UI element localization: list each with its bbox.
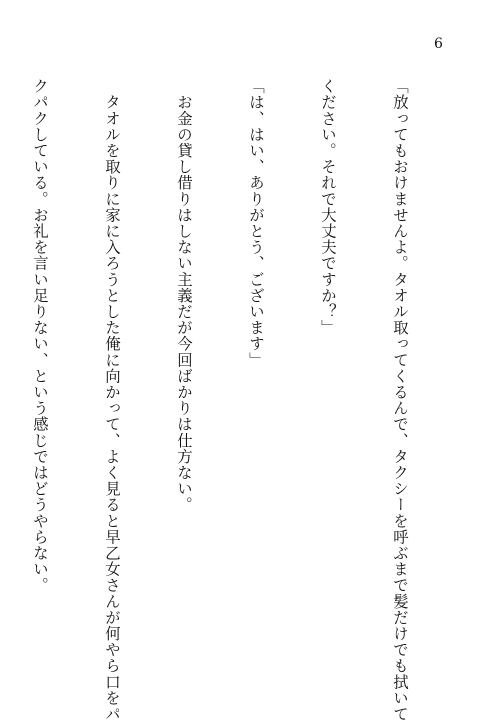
text-line: 「は、はい、ありがとう、ございます」 [247, 78, 265, 368]
text-line: タオルを取りに家に入ろうとした俺に向かって、よく見ると早乙女さんが何やら口をパ [103, 78, 121, 722]
text-line: お金の貸し借りはしない主義だが今回ばかりは仕方ない。 [175, 78, 193, 513]
vertical-text-body [0, 78, 460, 722]
text-line: 「放ってもおけませんよ。タオル取ってくるんで、タクシーを呼ぶまで髪だけでも拭いて [391, 78, 409, 722]
text-line: クパクしている。お礼を言い足りない、という感じではどうやらない。 [31, 78, 49, 594]
text-line: ください。それで大丈夫ですか？」 [319, 78, 337, 336]
page-number: 6 [434, 36, 443, 52]
